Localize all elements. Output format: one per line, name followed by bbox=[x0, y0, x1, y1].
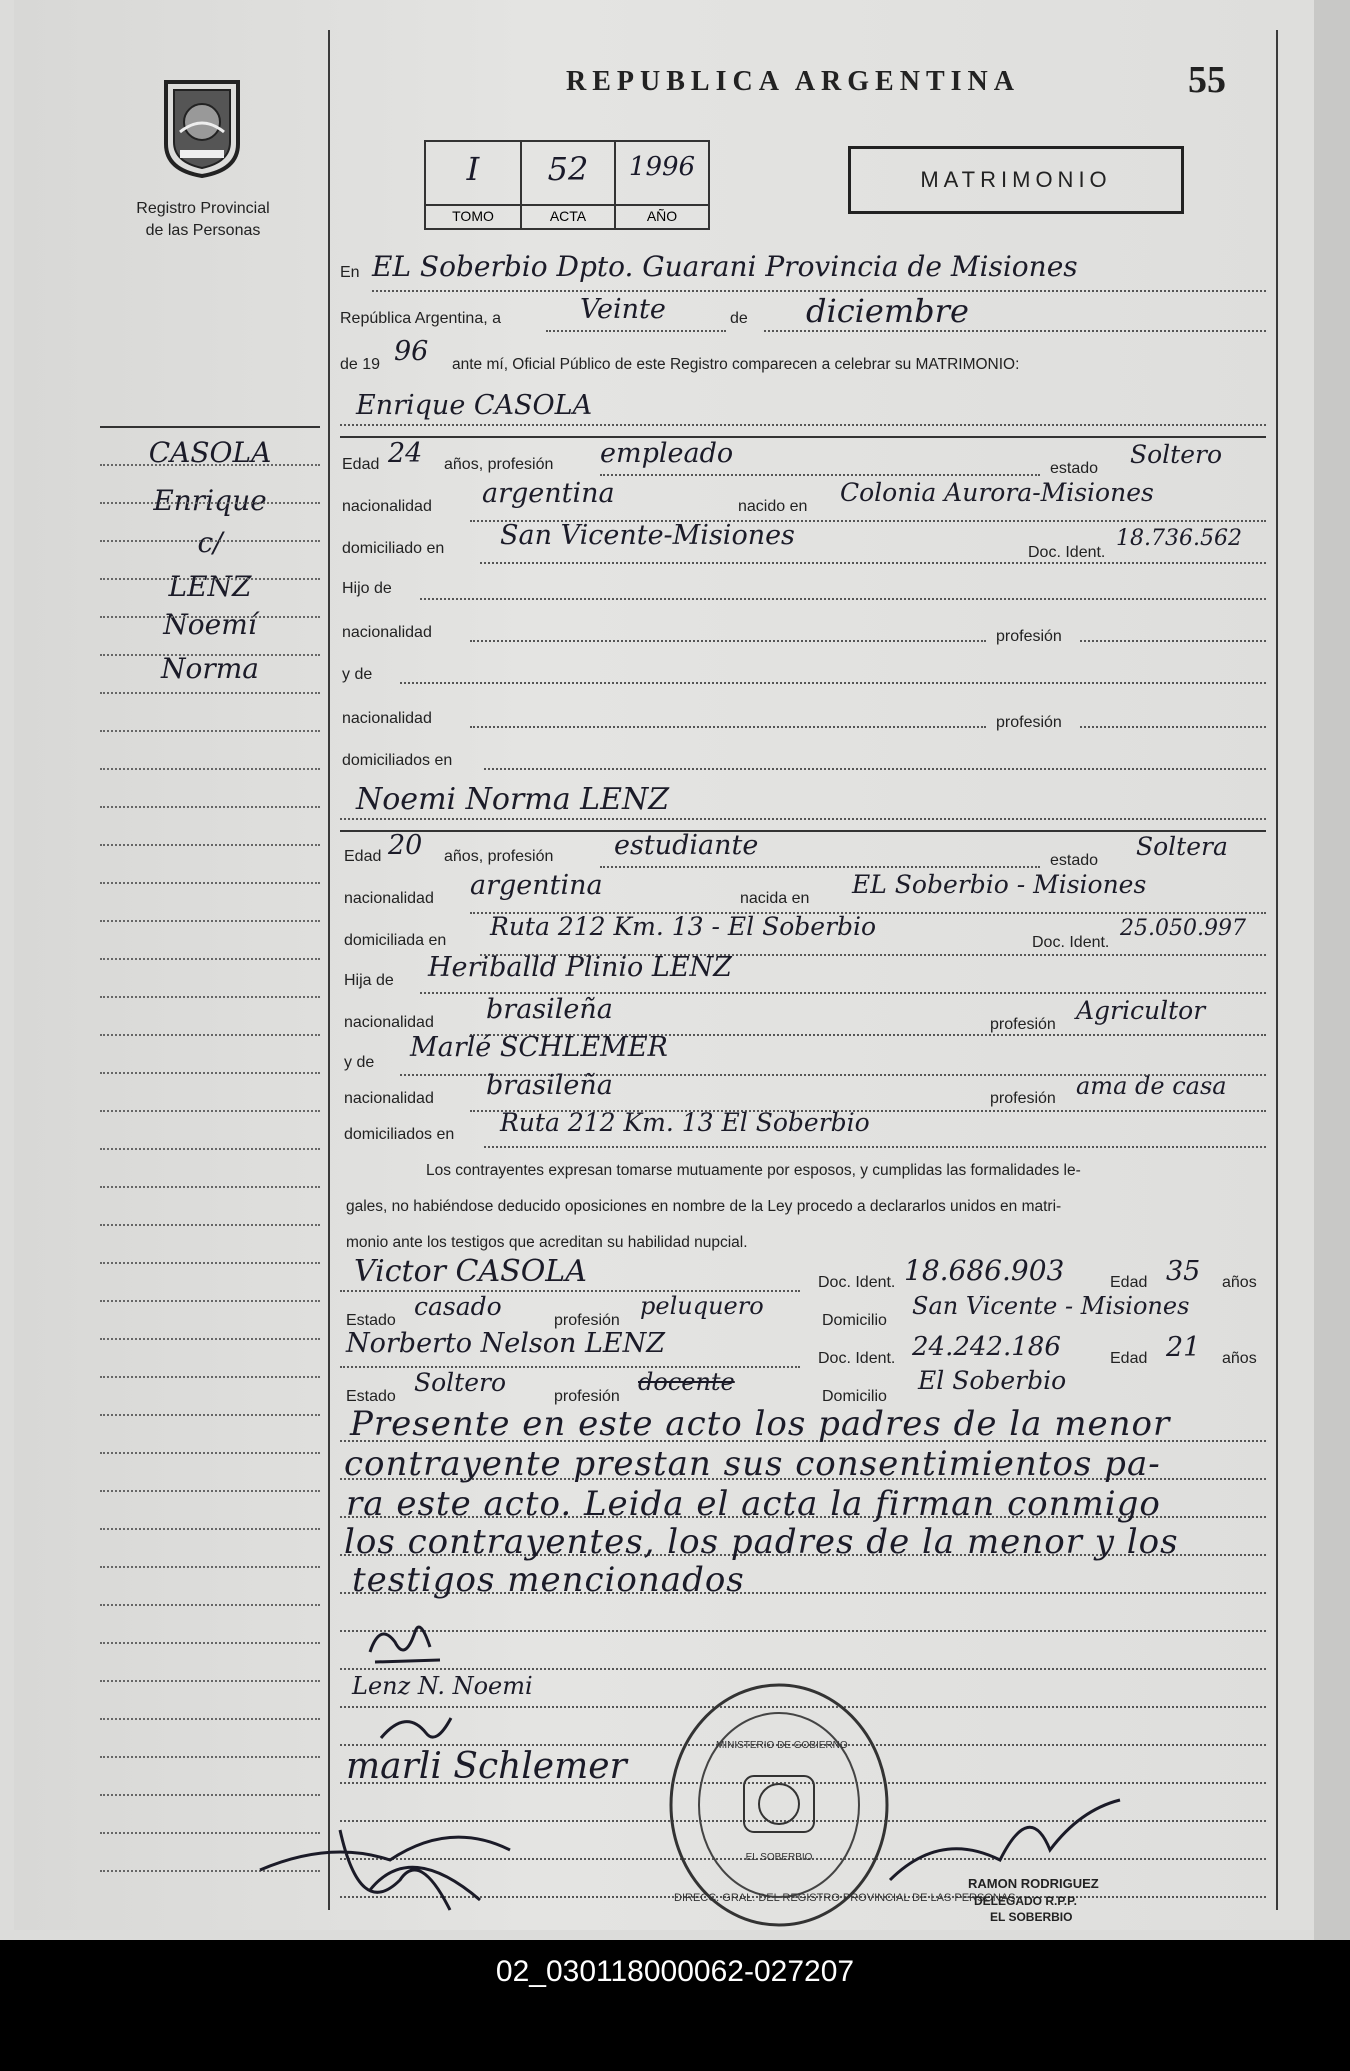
bride-civil-status: Soltera bbox=[1136, 832, 1228, 861]
stamp-inner-text: MINISTERIO DE GOBIERNO bbox=[716, 1740, 848, 1751]
margin-ruled-line bbox=[100, 1110, 320, 1112]
groom-domiciliado-label: domiciliado en bbox=[342, 540, 445, 557]
groom-doc-label: Doc. Ident. bbox=[1028, 544, 1106, 561]
book-edge bbox=[1314, 0, 1350, 1940]
margin-ruled-line bbox=[100, 1376, 320, 1378]
bride-domicile: Ruta 212 Km. 13 - El Soberbio bbox=[490, 912, 877, 941]
de-label: de bbox=[730, 310, 748, 327]
groom-anos-label: años, profesión bbox=[444, 456, 554, 473]
bride-edad-label: Edad bbox=[344, 848, 382, 865]
declaration-line-1: Los contrayentes expresan tomarse mutuamente por esposos, y cumplidas las formalidades le- bbox=[426, 1162, 1081, 1179]
year-prefix: de 19 bbox=[340, 356, 381, 373]
bride-mother-nationality-label: nacionalidad bbox=[344, 1090, 434, 1107]
groom-mother-profession-label: profesión bbox=[996, 714, 1062, 731]
bride-profession: estudiante bbox=[614, 830, 759, 861]
declaration-line-2: gales, no habiéndose deducido oposiciones en nombre de la Ley procedo a declararlos unidos en matri- bbox=[346, 1198, 1062, 1215]
groom-mother-nationality-label: nacionalidad bbox=[342, 710, 432, 727]
margin-ruled-line bbox=[100, 502, 320, 504]
day-value: Veinte bbox=[580, 294, 666, 325]
groom-estado-label: estado bbox=[1050, 460, 1099, 477]
margin-ruled-line bbox=[100, 1072, 320, 1074]
groom-name: Enrique CASOLA bbox=[356, 390, 593, 421]
bride-nacionalidad-label: nacionalidad bbox=[344, 890, 434, 907]
witness2-age: 21 bbox=[1166, 1332, 1201, 1363]
margin-ruled-line bbox=[100, 1528, 320, 1530]
witness1-profesion-label: profesión bbox=[554, 1312, 620, 1329]
witness1-doc-label: Doc. Ident. bbox=[818, 1274, 896, 1291]
margin-ruled-line bbox=[100, 768, 320, 770]
groom-age: 24 bbox=[388, 438, 423, 469]
witness1-edad-label: Edad bbox=[1110, 1274, 1148, 1291]
document-type: MATRIMONIO bbox=[920, 167, 1112, 192]
margin-ruled-line bbox=[100, 1756, 320, 1758]
groom-father-nationality-label: nacionalidad bbox=[342, 624, 432, 641]
margin-ruled-line bbox=[100, 1490, 320, 1492]
margin-ruled-line bbox=[100, 958, 320, 960]
margin-ruled-line bbox=[100, 1718, 320, 1720]
body-ruled-line bbox=[340, 1630, 1266, 1632]
province-seal-logo bbox=[160, 74, 244, 178]
margin-ruled-line bbox=[100, 1148, 320, 1150]
document-type-box bbox=[848, 146, 1184, 214]
margin-ruled-line bbox=[100, 1262, 320, 1264]
witness2-profesion-label: profesión bbox=[554, 1388, 620, 1405]
bride-father: Heriballd Plinio LENZ bbox=[428, 952, 732, 983]
bride-father-profession-label: profesión bbox=[990, 1016, 1056, 1033]
bride-age: 20 bbox=[388, 830, 423, 861]
margin-ruled-line bbox=[100, 540, 320, 542]
stamp-ring-text: DIRECC. GRAL. DEL REGISTRO PROVINCIAL DE LAS PERSONAS bbox=[674, 1892, 1016, 1904]
groom-parents-domicile-label: domiciliados en bbox=[342, 752, 453, 769]
witness2-doc: 24.242.186 bbox=[912, 1332, 1061, 1362]
bride-mother-profession-label: profesión bbox=[990, 1090, 1056, 1107]
bride-nationality: argentina bbox=[470, 870, 603, 901]
margin-ruled-line bbox=[100, 882, 320, 884]
groom-doc: 18.736.562 bbox=[1116, 526, 1242, 551]
signature-scribble-1 bbox=[360, 1612, 450, 1677]
groom-nationality: argentina bbox=[482, 478, 615, 509]
margin-ruled-line bbox=[100, 1642, 320, 1644]
body-ruled-line bbox=[340, 1668, 1266, 1670]
bride-nacida-label: nacida en bbox=[740, 890, 810, 907]
bride-hija-label: Hija de bbox=[344, 972, 394, 989]
witness2-doc-label: Doc. Ident. bbox=[818, 1350, 896, 1367]
bride-father-nationality: brasileña bbox=[486, 994, 613, 1025]
republica-label: República Argentina, a bbox=[340, 310, 501, 327]
margin-ruled-line bbox=[100, 1034, 320, 1036]
margin-ruled-line bbox=[100, 1566, 320, 1568]
en-label: En bbox=[340, 264, 360, 281]
witness2-profession: docente bbox=[638, 1368, 735, 1396]
groom-birthplace: Colonia Aurora-Misiones bbox=[840, 478, 1154, 507]
witness2-domicile: El Soberbio bbox=[918, 1366, 1067, 1395]
margin-ruled-line bbox=[100, 464, 320, 466]
margin-ruled-line bbox=[100, 578, 320, 580]
record-box bbox=[424, 140, 710, 230]
margin-ruled-line bbox=[100, 1414, 320, 1416]
tomo-label: TOMO bbox=[426, 204, 520, 224]
tomo-value: I bbox=[466, 150, 480, 188]
official-stamp-line-2: DELEGADO R.P.P. bbox=[974, 1894, 1077, 1908]
margin-ruled-line bbox=[100, 692, 320, 694]
groom-hijo-label: Hijo de bbox=[342, 580, 392, 597]
note-line-2: contrayente prestan sus consentimientos pa- bbox=[344, 1444, 1161, 1484]
witness2-domicilio-label: Domicilio bbox=[822, 1388, 887, 1405]
witness2-edad-label: Edad bbox=[1110, 1350, 1148, 1367]
declaration-line-3: monio ante los testigos que acreditan su habilidad nupcial. bbox=[346, 1234, 748, 1251]
margin-groom-firstname: Enrique bbox=[153, 484, 267, 517]
margin-ruled-line bbox=[100, 1604, 320, 1606]
margin-ruled-line bbox=[100, 844, 320, 846]
ano-value: 1996 bbox=[628, 152, 696, 182]
margin-ruled-line bbox=[100, 730, 320, 732]
witness2-anos-label: años bbox=[1222, 1350, 1257, 1367]
margin-bride-surname: LENZ bbox=[168, 570, 252, 603]
bride-doc-label: Doc. Ident. bbox=[1032, 934, 1110, 951]
bride-estado-label: estado bbox=[1050, 852, 1099, 869]
margin-groom-surname: CASOLA bbox=[148, 436, 272, 469]
witness2-name: Norberto Nelson LENZ bbox=[346, 1328, 665, 1359]
groom-profession: empleado bbox=[600, 438, 734, 469]
statement: ante mí, Oficial Público de este Registro comparecen a celebrar su MATRIMONIO: bbox=[452, 356, 1020, 373]
margin-ruled-line bbox=[100, 996, 320, 998]
bride-father-nationality-label: nacionalidad bbox=[344, 1014, 434, 1031]
witness1-anos-label: años bbox=[1222, 1274, 1257, 1291]
margin-ruled-line bbox=[100, 920, 320, 922]
groom-y-de-label: y de bbox=[342, 666, 373, 683]
image-caption: 02_030118000062-027207 bbox=[0, 1940, 1350, 2071]
stamp-bottom-text: EL SOBERBIO bbox=[745, 1852, 813, 1863]
signature-lenz: Lenz N. Noemi bbox=[352, 1672, 533, 1700]
witness2-civil-status: Soltero bbox=[414, 1368, 507, 1397]
witness1-estado-label: Estado bbox=[346, 1312, 396, 1329]
official-stamp-line-1: RAMON RODRIGUEZ bbox=[968, 1876, 1099, 1891]
witness1-domicile: San Vicente - Misiones bbox=[912, 1292, 1190, 1320]
margin-ruled-line bbox=[100, 616, 320, 618]
signature-scribble-3 bbox=[250, 1800, 550, 1940]
bride-birthplace: EL Soberbio - Misiones bbox=[852, 870, 1147, 899]
official-stamp-line-3: EL SOBERBIO bbox=[990, 1910, 1073, 1924]
margin-ruled-line bbox=[100, 1794, 320, 1796]
bride-mother-profession: ama de casa bbox=[1076, 1072, 1227, 1100]
bride-parents-domicile: Ruta 212 Km. 13 El Soberbio bbox=[500, 1108, 870, 1137]
margin-ruled-line bbox=[100, 654, 320, 656]
right-border bbox=[1276, 30, 1278, 1910]
margin-ruled-line bbox=[100, 806, 320, 808]
bride-mother-nationality: brasileña bbox=[486, 1070, 613, 1101]
ano-label: AÑO bbox=[616, 204, 708, 224]
bride-mother: Marlé SCHLEMER bbox=[410, 1032, 668, 1063]
signature-schlemer: marli Schlemer bbox=[346, 1746, 627, 1787]
witness1-doc: 18.686.903 bbox=[904, 1254, 1065, 1287]
margin-ruled-line bbox=[100, 1300, 320, 1302]
witness1-profession: peluquero bbox=[640, 1292, 764, 1320]
acta-label: ACTA bbox=[522, 204, 614, 224]
groom-domicile: San Vicente-Misiones bbox=[500, 520, 795, 551]
margin-conjunction: c/ bbox=[197, 526, 223, 559]
bride-name: Noemi Norma LENZ bbox=[356, 782, 670, 817]
margin-ruled-line bbox=[100, 1186, 320, 1188]
margin-divider bbox=[328, 30, 330, 1910]
witness1-domicilio-label: Domicilio bbox=[822, 1312, 887, 1329]
witness1-civil-status: casado bbox=[414, 1292, 502, 1321]
witness1-age: 35 bbox=[1166, 1256, 1201, 1287]
marriage-place: EL Soberbio Dpto. Guarani Provincia de Misiones bbox=[372, 250, 1078, 283]
groom-edad-label: Edad bbox=[342, 456, 380, 473]
page-number: 55 bbox=[1188, 59, 1226, 101]
note-line-1: Presente en este acto los padres de la menor bbox=[350, 1404, 1171, 1444]
witness2-estado-label: Estado bbox=[346, 1388, 396, 1405]
margin-bride-middlename: Norma bbox=[161, 652, 259, 685]
margin-ruled-line bbox=[100, 1452, 320, 1454]
bride-anos-label: años, profesión bbox=[444, 848, 554, 865]
acta-value: 52 bbox=[547, 150, 589, 188]
year-suffix: 96 bbox=[394, 336, 429, 367]
note-line-4: los contrayentes, los padres de la menor y los bbox=[344, 1522, 1179, 1562]
groom-father-profession-label: profesión bbox=[996, 628, 1062, 645]
groom-nacionalidad-label: nacionalidad bbox=[342, 498, 432, 515]
margin-ruled-line bbox=[100, 1224, 320, 1226]
registry-name-line2: de las Personas bbox=[145, 222, 261, 239]
groom-nacido-label: nacido en bbox=[738, 498, 808, 515]
bride-domiciliada-label: domiciliada en bbox=[344, 932, 447, 949]
bride-father-profession: Agricultor bbox=[1076, 996, 1206, 1025]
note-line-5: testigos mencionados bbox=[352, 1560, 745, 1600]
witness1-name: Victor CASOLA bbox=[354, 1254, 587, 1289]
margin-ruled-line bbox=[100, 1338, 320, 1340]
month-value: diciembre bbox=[806, 292, 969, 330]
country-heading: REPUBLICA ARGENTINA bbox=[566, 66, 1020, 97]
registry-name-line1: Registro Provincial bbox=[136, 200, 270, 217]
bride-y-de-label: y de bbox=[344, 1054, 375, 1071]
bride-parents-domicile-label: domiciliados en bbox=[344, 1126, 455, 1143]
margin-bride-firstname: Noemí bbox=[163, 608, 257, 641]
margin-ruled-line bbox=[100, 1680, 320, 1682]
note-line-3: ra este acto. Leida el acta la firman conmigo bbox=[346, 1484, 1161, 1524]
bride-doc: 25.050.997 bbox=[1120, 916, 1246, 941]
groom-civil-status: Soltero bbox=[1130, 440, 1223, 469]
